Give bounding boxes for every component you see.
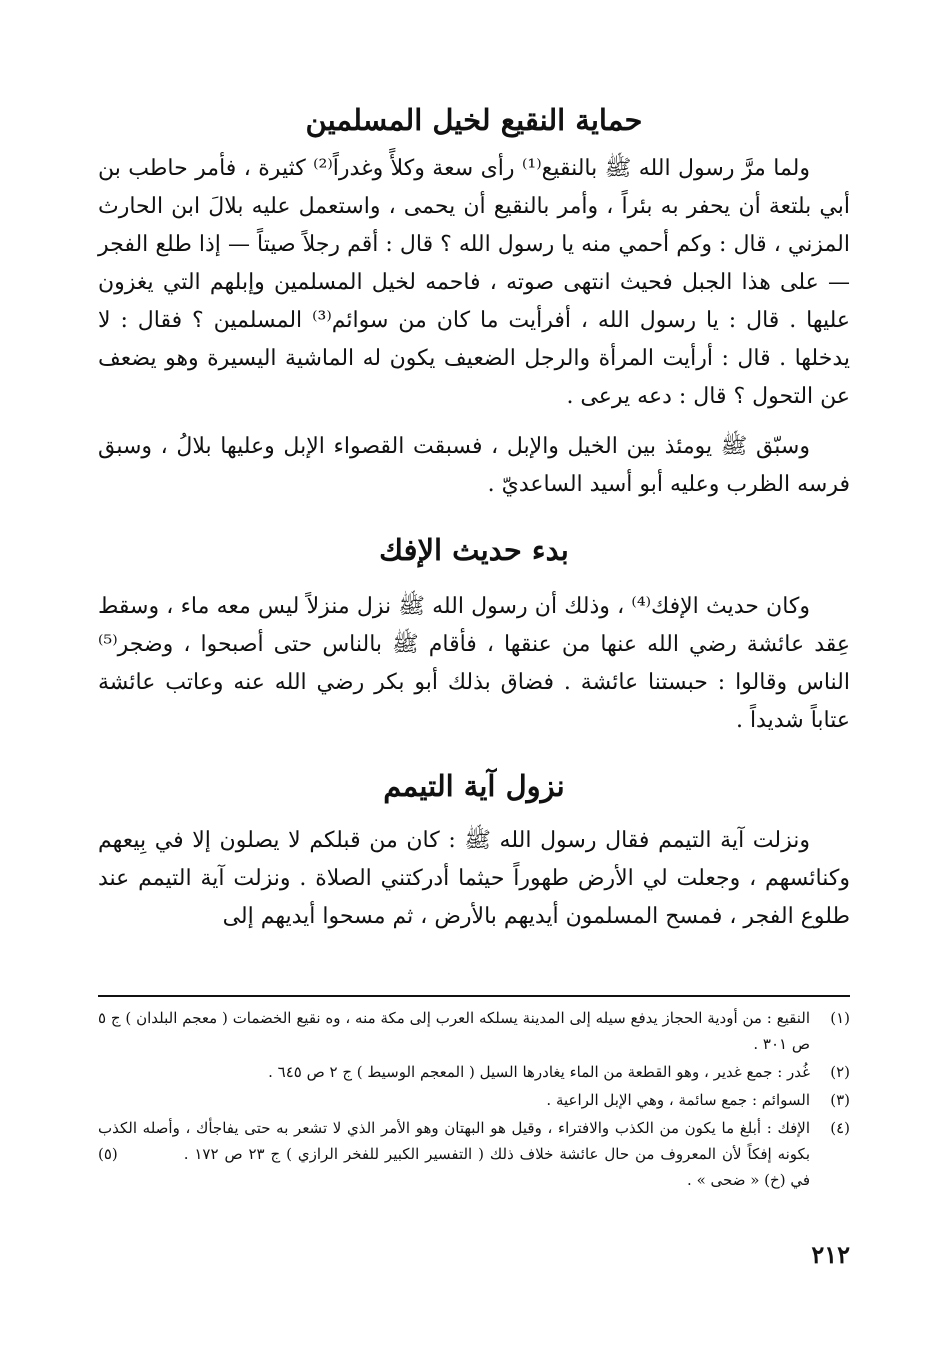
paragraph-naqi-2: وسبّق ﷺ يومئذ بين الخيل والإبل ، فسبقت القصواء الإبل وعليها بلالُ ، وسبق فرسه الظرب وعليه أبو أسيد الساعديّ . <box>98 434 850 497</box>
section-title-naqi: حماية النقيع لخيل المسلمين <box>305 103 643 137</box>
footnote-number: (٣) <box>830 1091 850 1109</box>
footnote-text <box>98 1115 810 1193</box>
footnote-3 <box>98 1087 850 1113</box>
footnote-text-main: الإفك : أبلغ ما يكون من الكذب والافتراء ، وقيل هو البهتان وهو الأمر الذي لا تشعر به حتى يفاجأك ، وأصله الكذب بكونه إفكاً لأن المعروف من حال عائشة خلاف ذلك ( التفسير الكبير للفخر الرازي ) ج ٢٣ ص ١٧٢ . <box>98 1119 810 1163</box>
footnote-2 <box>98 1059 850 1085</box>
footnote-number: (٤) <box>830 1119 850 1137</box>
paragraph-naqi-1: ولما مرَّ رسول الله ﷺ بالنقيع⁽¹⁾ رأى سعة وكلأً وغدراً⁽²⁾ كثيرة ، فأمر حاطب بن أبي بلتعة أن يحفر به بئراً ، وأمر بالنقيع أن يحمى ، واستعمل عليه بلالَ ابن الحارث المزني ، قال : وكم أحمي منه يا رسول الله ؟ قال : أقم رجلاً صيتاً — إذا طلع الفجر — على هذا الجبل فحيث انتهى صوته ، فاحمه لخيل المسلمين وإبلهم التي يغزون عليها . قال : يا رسول الله ، أفرأيت ما كان من سوائم⁽³⁾ المسلمين ؟ فقال : لا يدخلها . قال : أرأيت المرأة والرجل الضعيف يكون له الماشية اليسيرة وهو يضعف عن التحول ؟ قال : دعه يرعى . <box>98 156 851 409</box>
footnote-text: النقيع : من أودية الحجاز يدفع سيله إلى المدينة يسلكه العرب إلى مكة منه ، وه نقيع الخضمات ( معجم البلدان ) ج ٥ ص ٣٠١ . <box>98 1009 810 1053</box>
paragraph-ifk-1: وكان حديث الإفك⁽⁴⁾ ، وذلك أن رسول الله ﷺ نزل منزلاً ليس معه ماء ، وسقط عِقد عائشة رضي الله عنها من عنقها ، فأقام ﷺ بالناس حتى أصبحوا ، وضجر⁽⁵⁾ الناس وقالوا : حبستنا عائشة . فضاق بذلك أبو بكر رضي الله عنه وعاتب عائشة عتاباً شديداً . <box>98 594 850 733</box>
section-title-tayammum: نزول آية التيمم <box>383 769 565 803</box>
section-title-ifk: بدء حديث الإفك <box>379 533 569 567</box>
page-number: ٢١٢ <box>811 1240 850 1269</box>
footnotes <box>98 995 850 1195</box>
footnote-text: السوائم : جمع سائمة ، وهي الإبل الراعية . <box>546 1091 810 1109</box>
page-body <box>98 100 850 936</box>
footnote-4 <box>98 1115 850 1193</box>
footnote-number: (٢) <box>830 1063 850 1081</box>
footnote-text: غُدر : جمع غدير ، وهو القطعة من الماء يغادرها السيل ( المعجم الوسيط ) ج ٢ ص ٦٤٥ . <box>268 1063 810 1081</box>
footnote-5-inline: (٥) في (خ) « ضحى » . <box>98 1145 810 1189</box>
footnote-number: (١) <box>830 1009 850 1027</box>
paragraph-tayammum-1: ونزلت آية التيمم فقال رسول الله ﷺ : كان من قبلكم لا يصلون إلا في بِيعهم وكنائسهم ، وجعلت لي الأرض طهوراً حيثما أدركتني الصلاة . ونزلت آية التيمم عند طلوع الفجر ، فمسح المسلمون أيديهم بالأرض ، ثم مسحوا أيديهم إلى <box>98 828 850 929</box>
footnote-1 <box>98 1005 850 1057</box>
